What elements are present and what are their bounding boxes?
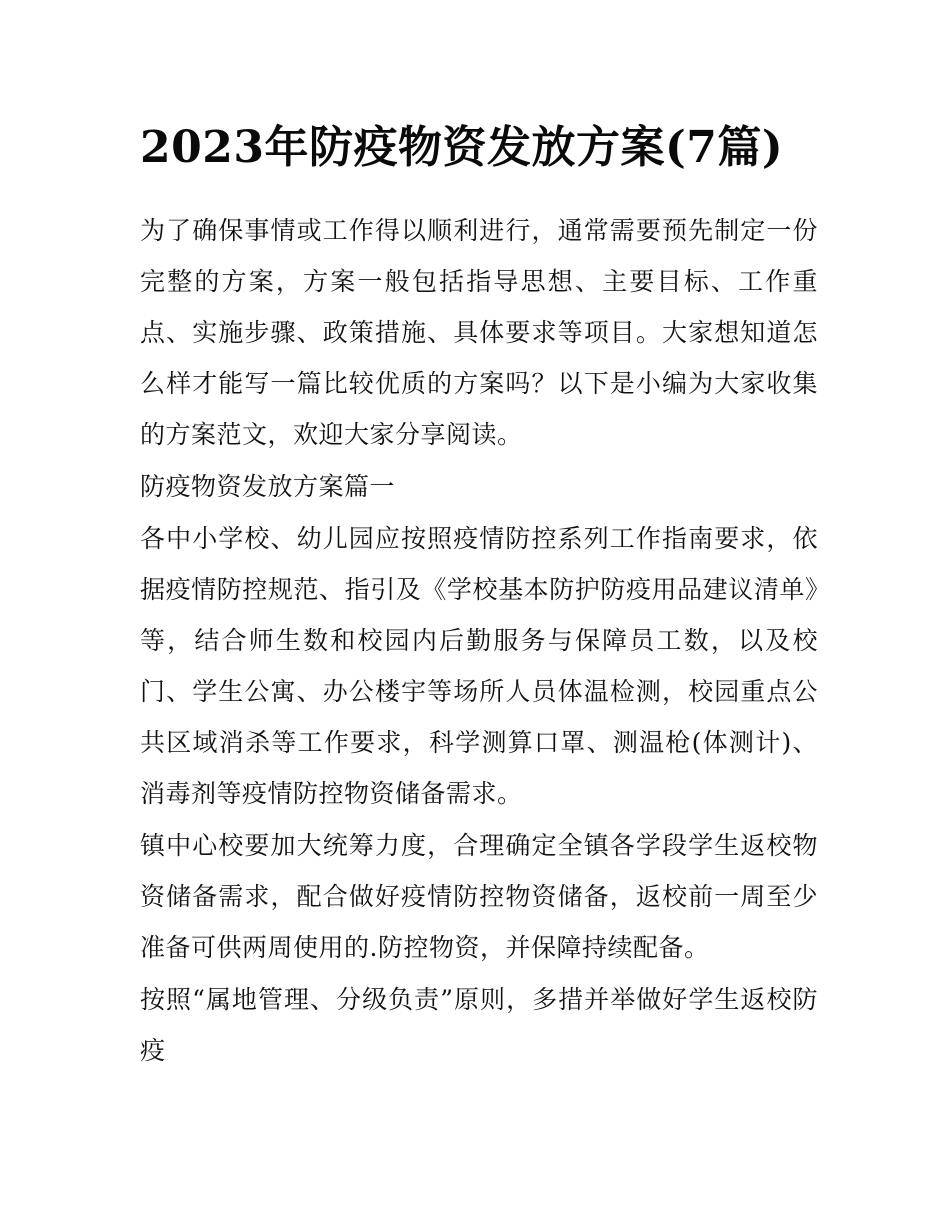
document-page <box>140 110 818 1076</box>
body-paragraph: 镇中心校要加大统筹力度，合理确定全镇各学段学生返校物资储备需求，配合做好疫情防控物资储备，返校前一周至少准备可供两周使用的.防控物资，并保障持续配备。 <box>140 831 818 962</box>
body-paragraph: 按照“属地管理、分级负责”原则，多措并举做好学生返校防疫 <box>140 985 818 1065</box>
section-heading: 防疫物资发放方案篇一 <box>140 472 396 501</box>
document-title: 2023年防疫物资发放方案(7篇) <box>140 122 784 173</box>
intro-paragraph: 为了确保事情或工作得以顺利进行，通常需要预先制定一份完整的方案，方案一般包括指导思想、主要目标、工作重点、实施步骤、政策措施、具体要求等项目。大家想知道怎么样才能写一篇比较优质的方案吗？以下是小编为大家收集的方案范文，欢迎大家分享阅读。 <box>140 216 818 449</box>
body-paragraph: 各中小学校、幼儿园应按照疫情防控系列工作指南要求，依据疫情防控规范、指引及《学校基本防护防疫用品建议清单》等，结合师生数和校园内后勤服务与保障员工数，以及校门、学生公寓、办公楼宇等场所人员体温检测，校园重点公共区域消杀等工作要求，科学测算口罩、测温枪(体测计)、消毒剂等疫情防控物资储备需求。 <box>140 524 818 808</box>
